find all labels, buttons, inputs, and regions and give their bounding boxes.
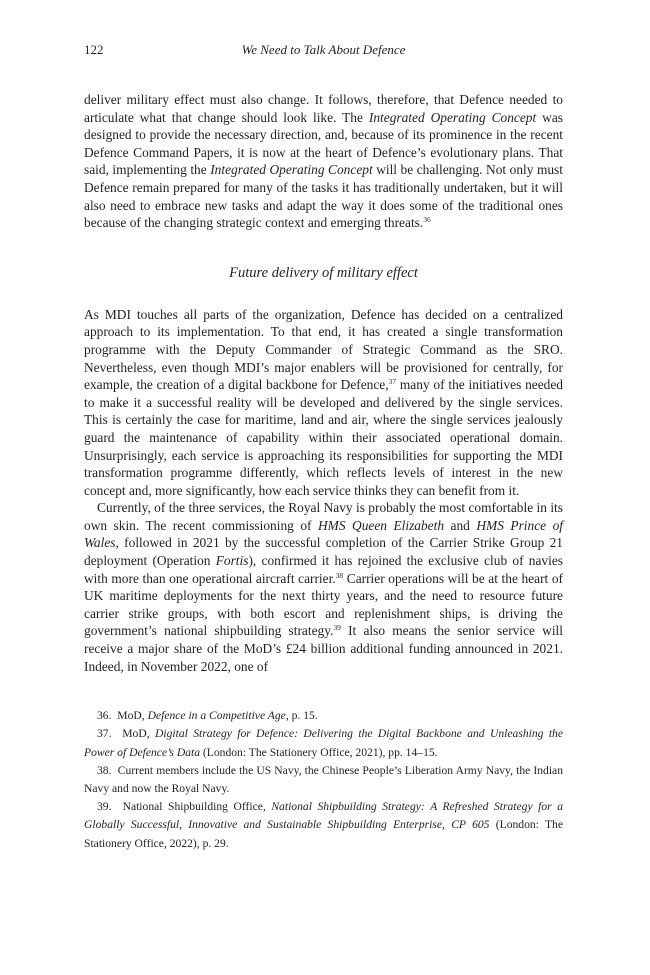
paragraph-1 [84, 91, 563, 232]
section-heading: Future delivery of military effect [229, 264, 418, 281]
italic-run: Digital Strategy for Defence: Delivering the Digital Backbone and Unleashing the Power of Defence’s Data [84, 727, 563, 759]
text-run: , followed in 2021 by the successful completion of the Carrier Strike Group 21 deployment (Operation [84, 535, 563, 569]
text-run: ), confirmed it has rejoined the exclusive club of navies with more than one operational aircraft carrier. [84, 553, 563, 586]
body-text [84, 91, 563, 675]
footnote-37 [84, 725, 563, 761]
footnote-38 [84, 762, 563, 798]
italic-run: Integrated Operating Concept [210, 162, 373, 178]
text-run: (London: The Stationery Office, 2021), pp. 14–15. [200, 745, 438, 759]
text-run: deliver military effect must also change. It follows, therefore, that Defence needed to articulate what that change should look like. The [84, 92, 563, 125]
text-run: 39. National Shipbuilding Office, [97, 800, 272, 814]
paragraph-3 [84, 499, 563, 675]
italic-run: Fortis [215, 553, 249, 569]
text-run: was designed to provide the necessary direction, and, because of its prominence in the recent Defence Command Papers, it is now at the heart of Defence’s evolutionary plans. That said, implementing the [84, 109, 563, 178]
italic-run: Defence in a Competitive Age [147, 709, 286, 723]
text-run: will be challenging. Not only must Defence remain prepared for many of the tasks it has traditionally undertaken, but it will also need to embrace new tasks and adapt the way it does some of the traditional ones because of the changing strategic context and emerging threats. [84, 162, 563, 231]
text-run: 38. Current members include the US Navy, the Chinese People’s Liberation Army Navy, the Indian Navy and now the Royal Navy. [84, 763, 563, 796]
footnote-ref-38[interactable]: 38 [335, 570, 344, 580]
paragraph-2 [84, 306, 563, 500]
text-run: , p. 15. [285, 709, 318, 723]
footnote-39 [84, 798, 563, 853]
text-run: and [444, 517, 477, 533]
book-page [84, 42, 563, 853]
italic-run: National Shipbuilding Strategy: A Refreshed Strategy for a Globally Successful, Innovative and Sustainable Shipbuilding Enterprise, CP 605 [84, 800, 563, 832]
text-run: 36. MoD, [97, 709, 148, 723]
running-title: We Need to Talk About Defence [241, 42, 406, 57]
footnote-36 [84, 707, 563, 725]
italic-run: HMS Prince of Wales [84, 517, 564, 551]
text-run: many of the initiatives needed to make it a successful reality will be developed and delivered by the single services. This is certainly the case for maritime, land and air, where the single services jealously guard the maintenance of capability within their associated operational domain. Unsurprisingly, each service is approaching its responsibilities for supporting the MDI transformation programme differently, which reflects levels of interest in the new concept and, more significantly, how each service thinks they can benefit from it. [84, 377, 563, 498]
footnote-ref-39[interactable]: 39 [333, 623, 341, 633]
text-run: As MDI touches all parts of the organization, Defence has decided on a centralized approach to its implementation. To that end, it has created a single transformation programme with the Deputy Commander of Strategic Command as the SRO. Nevertheless, even though MDI’s major enablers will be provisioned for centrally, for example, the creation of a digital backbone for Defence, [84, 306, 563, 393]
text-run: Carrier operations will be at the heart of UK maritime deployments for the next thirty years, and the need to resource future carrier strike groups, with both escort and replenishment ships, is driving the government’s national shipbuilding strategy. [84, 570, 563, 639]
italic-run: Integrated Operating Concept [368, 109, 537, 125]
italic-run: HMS Queen Elizabeth [318, 517, 445, 533]
page-number: 122 [84, 42, 104, 57]
footnotes [84, 707, 563, 853]
text-run: 37. MoD, [97, 727, 156, 741]
footnote-ref-37[interactable]: 37 [388, 377, 397, 387]
page-header [84, 42, 563, 62]
text-run: It also means the senior service will receive a major share of the MoD’s £24 billion additional funding announced in 2021. Indeed, in November 2022, one of [84, 623, 563, 674]
text-run: (London: The Stationery Office, 2022), p. 29. [84, 818, 563, 850]
footnote-ref-36[interactable]: 36 [423, 215, 431, 225]
text-run: Currently, of the three services, the Royal Navy is probably the most comfortable in its own skin. The recent commissioning of [84, 500, 563, 533]
